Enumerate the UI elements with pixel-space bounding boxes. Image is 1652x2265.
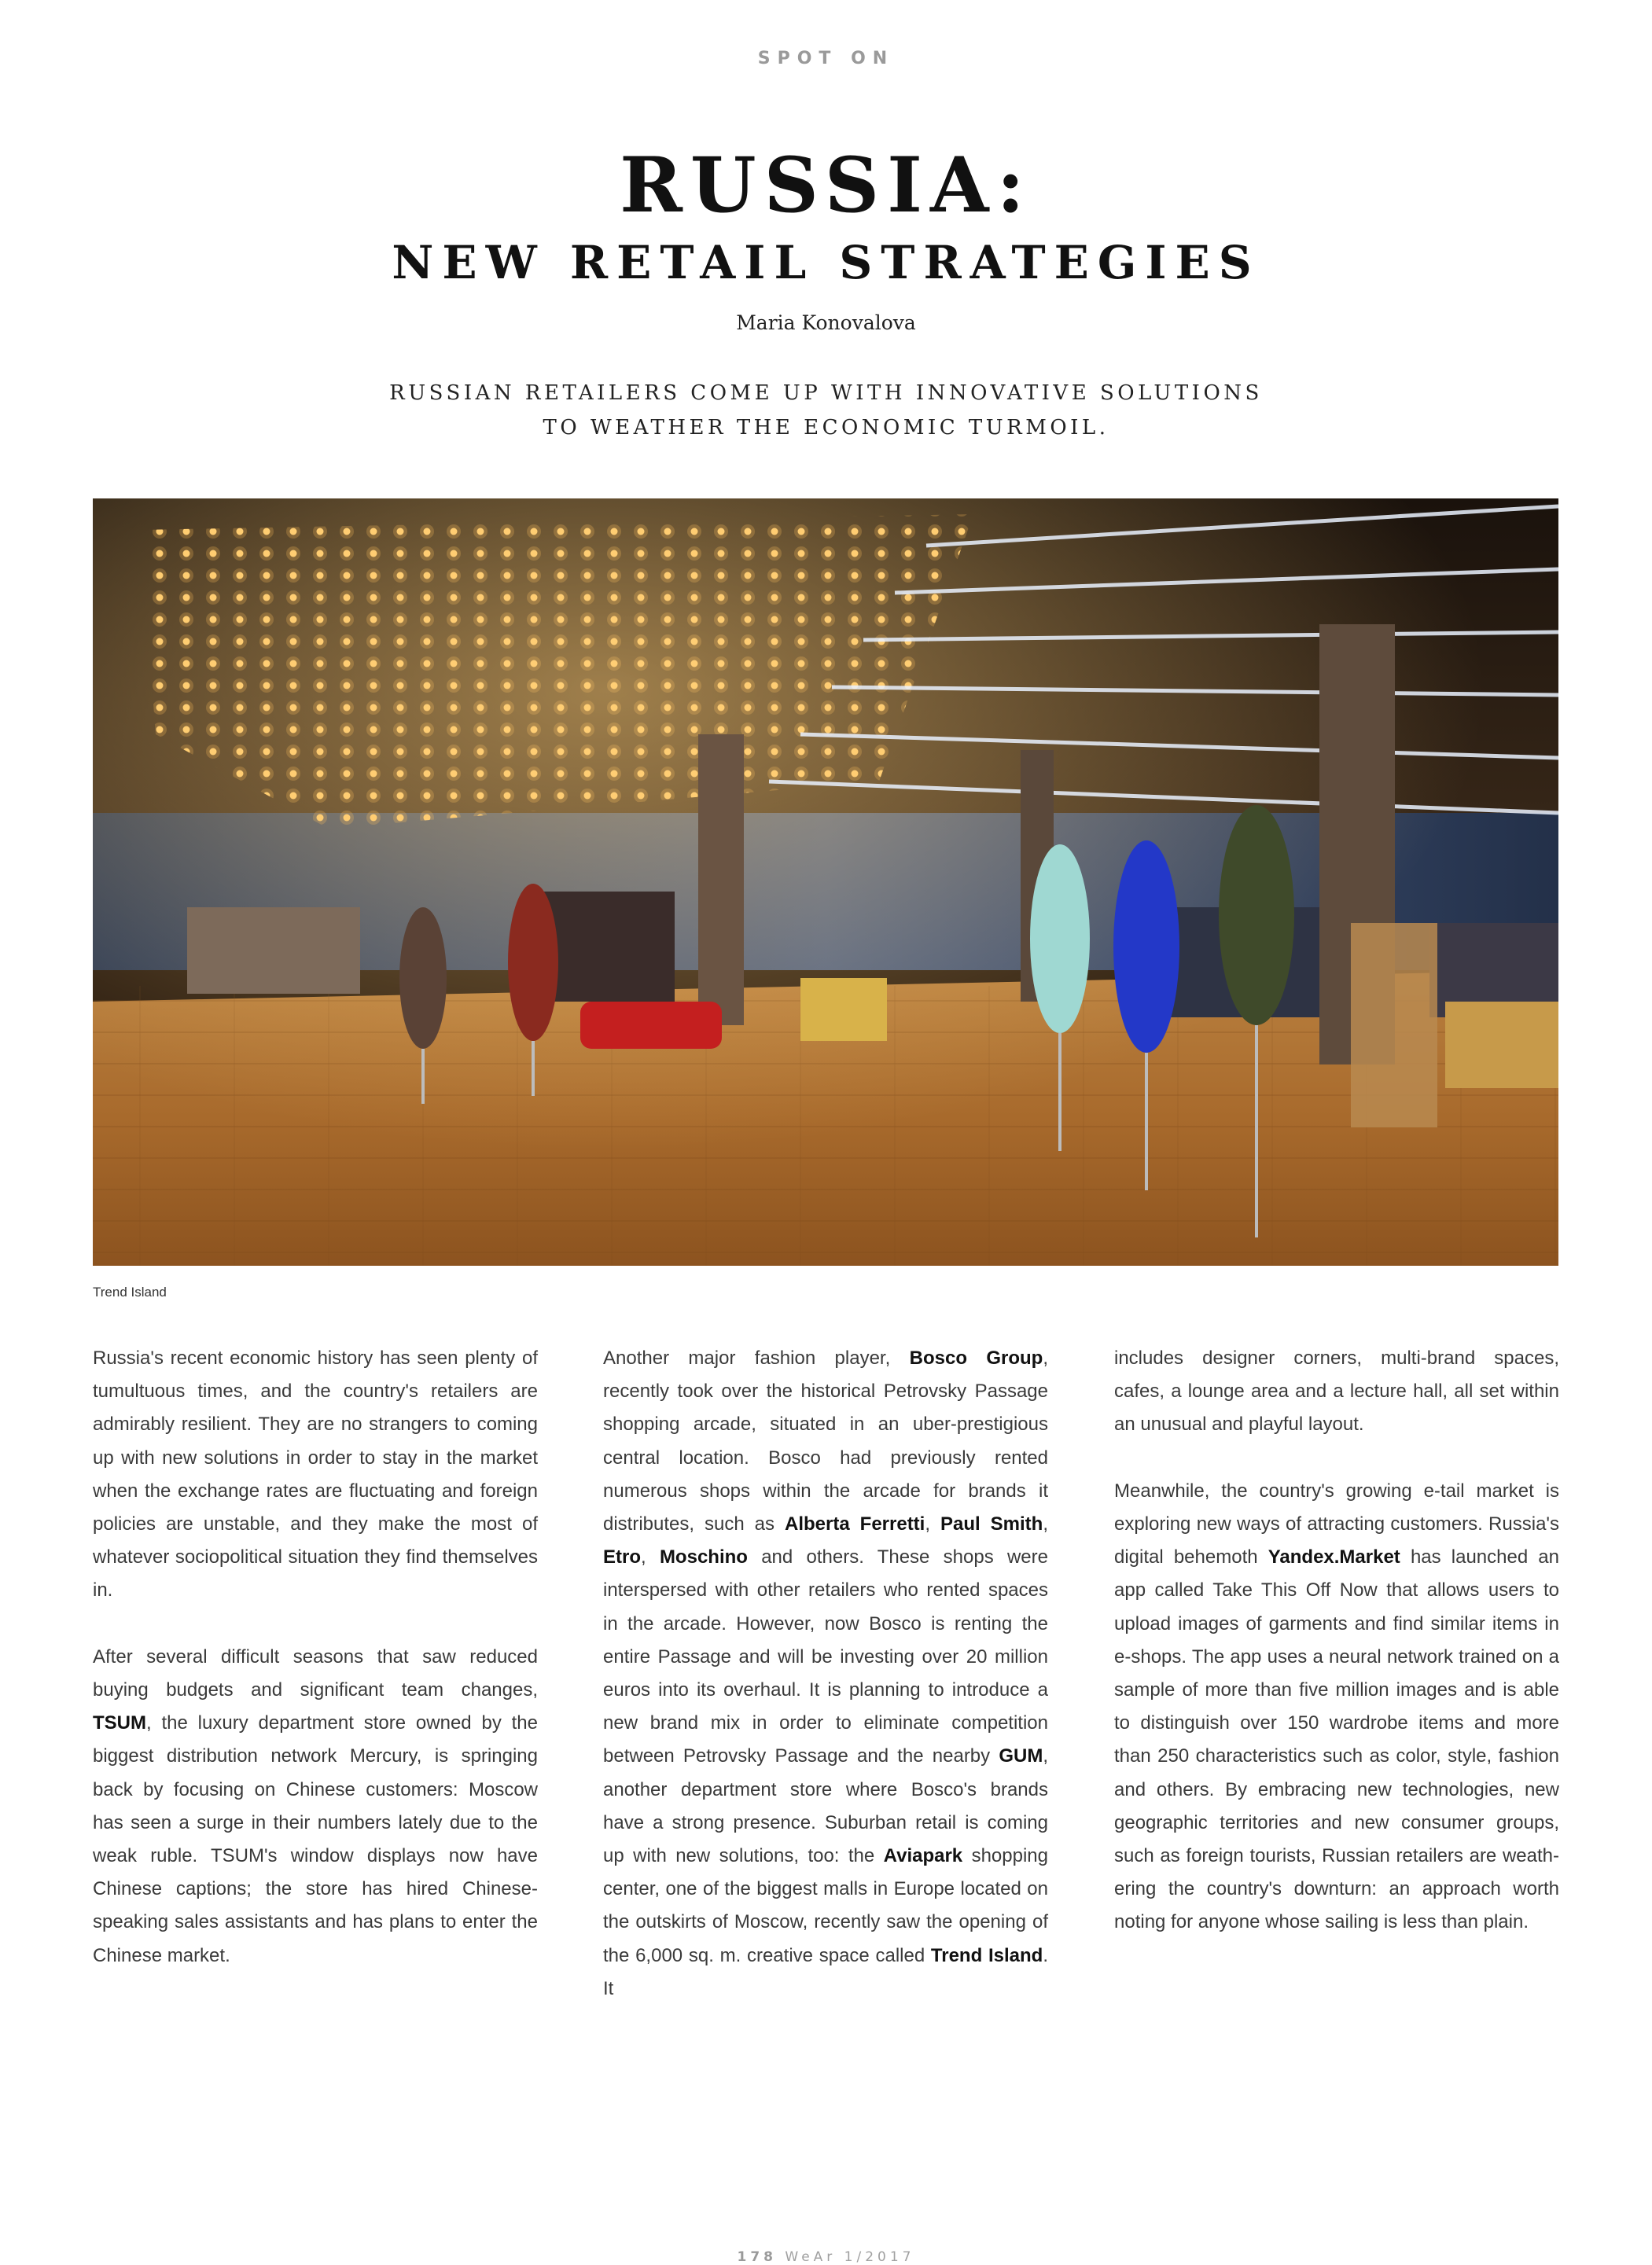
paragraph [603,1342,1048,2006]
paragraph: Russia's recent economic history has seen plenty of tumultuous times, and the country's retailers are admirably resilient. They are no strangers to coming up with new solutions in order to stay in the market when the exchange rates are fluctuating and foreign policies are unstable, and they make the most of whatever sociopolitical situation they find themselves in. [93,1348,538,1601]
article-subtitle: NEW RETAIL STRATEGIES [392,236,1260,289]
text-run: , [641,1546,660,1568]
deck-line-1: RUSSIAN RETAILERS COME UP WITH INNOVATIVE SOLUTIONS [389,381,1263,405]
brand-yandex-market: Yandex.Market [1268,1546,1400,1568]
brand-bosco-group: Bosco Group [909,1348,1043,1369]
store-interior-photo [93,498,1558,1266]
page-number: 178 [737,2249,777,2265]
brand-gum: GUM [999,1745,1043,1767]
text-run: , another department store where Bosco's brands have a strong presence. Suburban retail is coming up with new solutions, too: the [603,1745,1048,1867]
paragraph: includes designer corners, multi-brand spaces, cafes, a lounge area and a lecture hall, all set within an unusual and playful layout. [1114,1348,1559,1436]
text-run: , recently took over the historical Petrovsky Passage shopping arcade, situated in an uber-prestigious central location. Bosco had previously rented numerous shops within the arcade for brands it distributes, such as [603,1348,1048,1535]
issue-label: WeAr 1/2017 [785,2249,915,2265]
brand-paul-smith: Paul Smith [940,1513,1043,1535]
brand-tsum: TSUM [93,1712,146,1734]
article-deck [0,376,1652,445]
text-run: Meanwhile, the country's growing e-tail market is exploring new ways of attracting customers. Russia's digital behemoth [1114,1480,1559,1568]
paragraph [93,1641,538,1973]
section-kicker: SPOT ON [757,49,895,68]
text-run: Another major fashion player, [603,1348,910,1369]
brand-alberta-ferretti: Alberta Ferretti [785,1513,925,1535]
brand-aviapark: Aviapark [883,1845,963,1867]
article-author: Maria Konovalova [736,311,916,334]
brand-etro: Etro [603,1546,641,1568]
text-run: , the luxury department store owned by the biggest distribution network Mercury, is springing back by focusing on Chinese customers: Moscow has seen a surge in their numbers lately due to the weak ruble. TSUM's window displays now have Chinese captions; the store has hired Chinese-speaking sales assistants and has plans to enter the Chinese market. [93,1712,538,1966]
text-run: has launched an app called Take This Off Now that allows users to upload images of garments and find similar items in e-shops. The app uses a neural network trained on a sample of more than five million images and is able to distinguish over 150 wardrobe items and more than 250 characteristics such as color, style, fashion and others. By embracing new technologies, new geographic territories and new consumer groups, such as foreign tourists, Russian retailers are weathering the country's downturn: an approach worth noting for anyone whose sailing is less than plain. [1114,1546,1560,1933]
text-run: shopping center, one of the biggest malls in Europe located on the outskirts of Moscow, recently saw the opening of the 6,000 sq. m. creative space called [603,1845,1048,1966]
article-title: RUSSIA: [620,141,1032,230]
deck-line-2: TO WEATHER THE ECONOMIC TURMOIL. [543,416,1109,439]
body-column-3 [1114,1342,1559,1973]
text-run: After several difficult seasons that saw reduced buying budgets and significant team changes, [93,1645,538,1701]
text-run: . It [603,1944,1048,1999]
text-run: , [925,1513,940,1535]
text-run: , [1043,1513,1048,1535]
brand-trend-island: Trend Island [930,1944,1043,1966]
paragraph [1114,1475,1559,1940]
page-footer [0,2249,1652,2265]
body-column-1 [93,1342,538,2006]
text-run: and others. These shops were interspersed with other retailers who rented spaces in the arcade. However, now Bosco is renting the entire Passage and will be investing over 20 million euros into its overhaul. It is planning to introduce a new brand mix in order to eliminate competition between Petrovsky Passage and the nearby [603,1546,1048,1767]
brand-moschino: Moschino [659,1546,748,1568]
body-column-2 [603,1342,1048,2039]
photo-caption: Trend Island [93,1285,167,1300]
